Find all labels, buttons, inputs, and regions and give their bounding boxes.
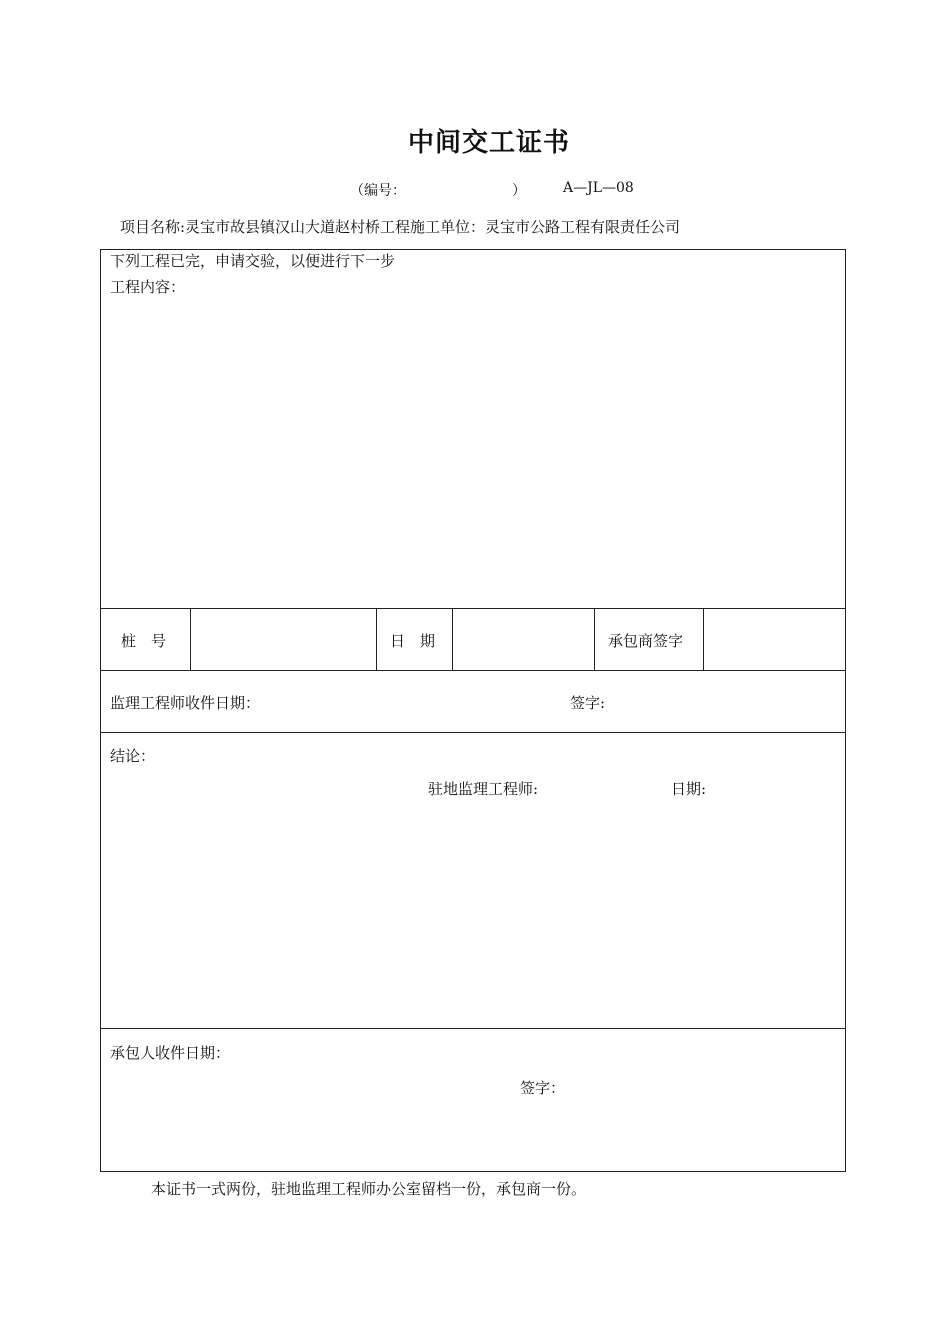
divider-line [101,732,845,733]
certificate-form-table [100,249,846,1172]
engineer-signature-label: 签字: [570,694,606,712]
conclusion-label: 结论： [110,747,156,765]
number-label-open: （编号： [350,183,406,199]
column-divider [594,608,595,670]
contractor-receipt-signature-label: 签字： [520,1079,566,1097]
divider-line [101,608,845,609]
form-code: A—JL—08 [563,180,634,196]
column-divider [376,608,377,670]
column-divider [703,608,704,670]
document-title: 中间交工证书 [407,128,570,158]
contractor-receipt-date-label: 承包人收件日期： [110,1044,231,1062]
column-divider [452,608,453,670]
conclusion-date-label: 日期: [671,780,707,798]
project-info-line: 项目名称:灵宝市故县镇汉山大道赵村桥工程施工单位：灵宝市公路工程有限责任公司 [120,218,681,236]
number-label-close: ） [512,183,526,199]
date-label: 日 期 [390,632,436,650]
request-text: 下列工程已完，申请交验，以便进行下一步 [110,252,396,270]
divider-line [101,670,845,671]
column-divider [190,608,191,670]
engineer-receipt-date-label: 监理工程师收件日期： [110,694,261,712]
contractor-signature-label: 承包商签字 [608,632,684,650]
footer-note: 本证书一式两份，驻地监理工程师办公室留档一份，承包商一份。 [151,1180,587,1198]
resident-engineer-label: 驻地监理工程师: [428,780,539,798]
stake-number-label: 桩 号 [121,632,167,650]
divider-line [101,1028,845,1029]
work-content-label: 工程内容： [110,278,186,296]
